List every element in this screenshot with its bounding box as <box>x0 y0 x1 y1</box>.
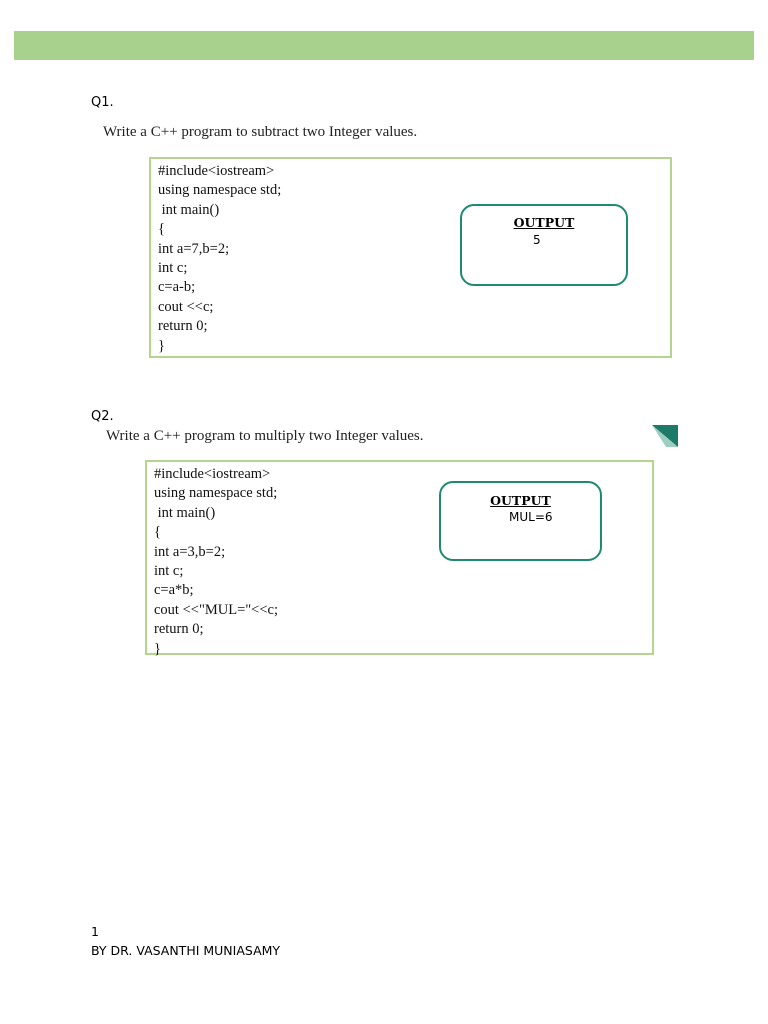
q2-output-value: MUL=6 <box>509 510 553 524</box>
q1-question: Write a C++ program to subtract two Integer values. <box>103 124 418 140</box>
code-line: } <box>158 337 165 354</box>
code-line: c=a-b; <box>158 279 196 296</box>
q2-code-lines <box>154 465 278 659</box>
code-line: using namespace std; <box>154 485 278 502</box>
code-line: using namespace std; <box>158 182 282 199</box>
code-line: int main() <box>158 201 220 218</box>
code-line: cout <<c; <box>158 298 214 315</box>
code-line: cout <<"MUL="<<c; <box>154 601 279 618</box>
q2-question: Write a C++ program to multiply two Integer values. <box>106 428 424 444</box>
q1-code-lines <box>158 162 281 356</box>
code-line: #include<iostream> <box>158 163 275 179</box>
code-line: #include<iostream> <box>154 466 271 482</box>
footer-author: BY DR. VASANTHI MUNIASAMY <box>91 943 281 958</box>
q1-output-title: OUTPUT <box>513 215 575 230</box>
code-line: return 0; <box>158 318 208 335</box>
code-line: int a=7,b=2; <box>158 240 230 257</box>
code-line: int a=3,b=2; <box>154 543 226 560</box>
q1-label: Q1. <box>91 95 114 110</box>
code-line: int c; <box>158 259 188 276</box>
q2-output-title: OUTPUT <box>490 493 551 508</box>
q2-label: Q2. <box>91 409 114 424</box>
code-line: } <box>154 640 161 657</box>
code-line: int c; <box>154 562 184 579</box>
q2-output-box <box>439 481 602 561</box>
header-band <box>14 31 754 60</box>
code-line: int main() <box>154 504 216 521</box>
corner-triangle-icon <box>652 425 678 447</box>
code-line: { <box>154 524 161 541</box>
q1-output-box <box>460 204 628 286</box>
code-line: return 0; <box>154 621 204 638</box>
page-number: 1 <box>91 924 99 939</box>
code-line: { <box>158 221 165 238</box>
q1-output-value: 5 <box>533 233 541 247</box>
code-line: c=a*b; <box>154 582 194 599</box>
